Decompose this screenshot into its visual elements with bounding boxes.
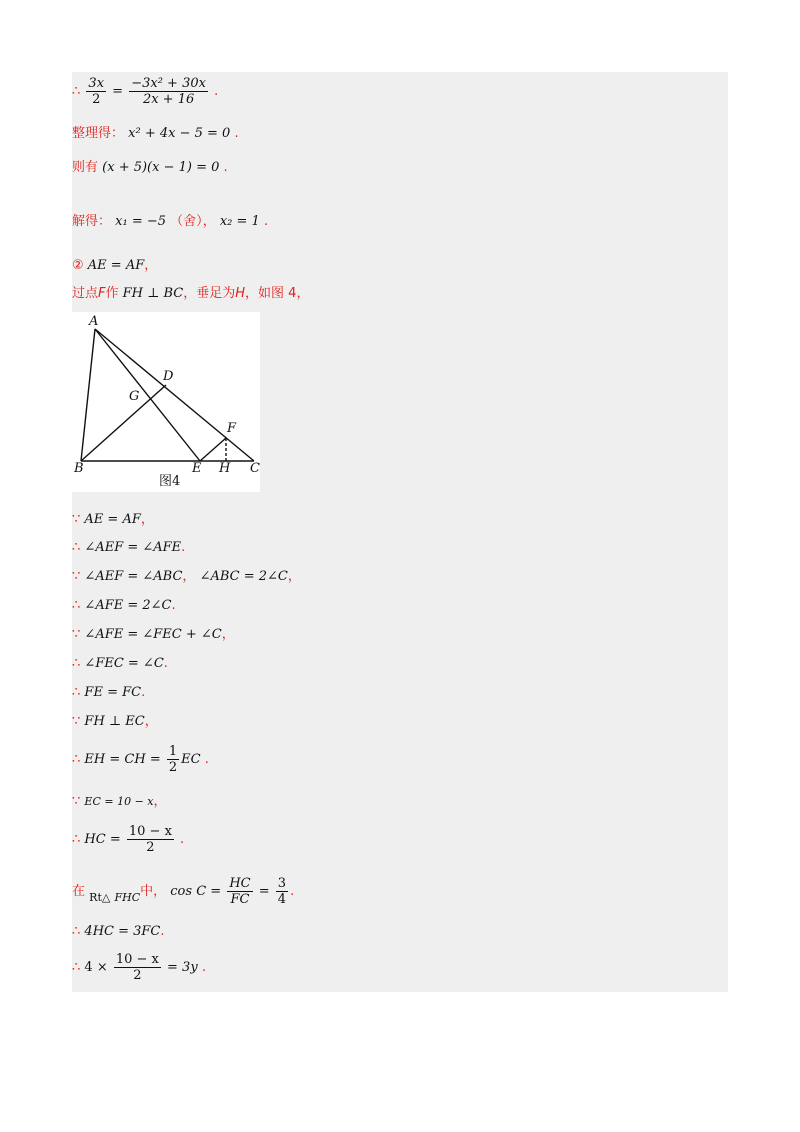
line-9: ∵ ∠AEF = ∠ABC， ∠ABC = 2∠C， xyxy=(72,569,301,584)
label-h: H xyxy=(219,461,231,476)
equation: x² + 4x − 5 = 0 xyxy=(128,126,231,141)
label-b: B xyxy=(74,461,84,476)
line-19: ∴ 4HC = 3FC. xyxy=(72,924,165,939)
label-g: G xyxy=(129,389,140,404)
fraction-hc: $\frac{10 - x}{2}$ xyxy=(128,824,172,855)
fraction-expression: $\frac{\text{−3x² + 30x}}{2x + 16}$ xyxy=(131,76,206,107)
line-10: ∴ ∠AFE = 2∠C. xyxy=(72,598,176,613)
line-12: ∴ ∠FEC = ∠C. xyxy=(72,656,168,671)
segment-bd xyxy=(81,385,166,461)
fraction-3x-over-2: $\frac{3x}{2}$ xyxy=(88,76,105,107)
line-20: ∴ 4 × $\frac{10 - x}{2}$ = 3y . xyxy=(72,952,206,983)
fraction-one-half: $\frac{1}{2}$ xyxy=(168,744,178,775)
line-7: ∵ AE = AF， xyxy=(72,512,154,527)
geometry-figure xyxy=(72,312,260,492)
line-16: ∵ EC = 10 − x， xyxy=(72,794,167,809)
line-4: 解得： x₁ = −5 （舍）， x₂ = 1 . xyxy=(72,214,269,229)
case-marker: ② xyxy=(72,258,84,273)
figure-caption: 图4 xyxy=(159,474,181,489)
root-x2: x₂ = 1 xyxy=(219,214,260,229)
line-17: ∴ HC = $\frac{10 - x}{2}$ . xyxy=(72,824,185,855)
line-15: ∴ EH = CH = $\frac{1}{2}$ EC . xyxy=(72,744,209,775)
line-13: ∴ FE = FC. xyxy=(72,685,146,700)
fraction-10-minus-x: $\frac{10 - x}{2}$ xyxy=(115,952,159,983)
line-11: ∵ ∠AFE = ∠FEC + ∠C， xyxy=(72,627,235,642)
label-a: A xyxy=(89,314,99,329)
label-c: C xyxy=(250,461,260,476)
segment-ef xyxy=(200,438,226,461)
line-18: 在 $_{Rt\triangle}$ $_{FHC}$中， cos C = $\frac{HC}{FC}$ = $\frac{3}{4}$ . xyxy=(72,876,295,907)
label-d: D xyxy=(163,369,174,384)
segment-ab xyxy=(81,329,95,461)
fraction-three-quarters: $\frac{3}{4}$ xyxy=(277,876,287,907)
line-6: 过点F作 FH ⊥ BC，垂足为H，如图 4， xyxy=(72,286,310,301)
triangle-diagram xyxy=(72,312,260,492)
line-2: 整理得： x² + 4x − 5 = 0 . xyxy=(72,126,239,141)
segment-ae xyxy=(95,329,200,461)
line-5: ② AE = AF， xyxy=(72,258,158,273)
line-14: ∵ FH ⊥ EC， xyxy=(72,714,158,729)
segment-ac xyxy=(95,329,254,461)
label-e: E xyxy=(192,461,202,476)
therefore-symbol: ∴ xyxy=(72,84,81,99)
line-8: ∴ ∠AEF = ∠AFE. xyxy=(72,540,186,555)
factored-equation: (x + 5)(x − 1) = 0 xyxy=(102,160,220,175)
fraction-hc-fc: $\frac{HC}{FC}$ xyxy=(229,876,251,907)
line-1: ∴ $\frac{3x}{2}$ = $\frac{\text{−3x² + 30x}}{2x + 16}$ . xyxy=(72,76,219,107)
line-3: 则有 (x + 5)(x − 1) = 0 . xyxy=(72,160,228,175)
label-f: F xyxy=(227,421,237,436)
root-x1: x₁ = −5 xyxy=(115,214,167,229)
